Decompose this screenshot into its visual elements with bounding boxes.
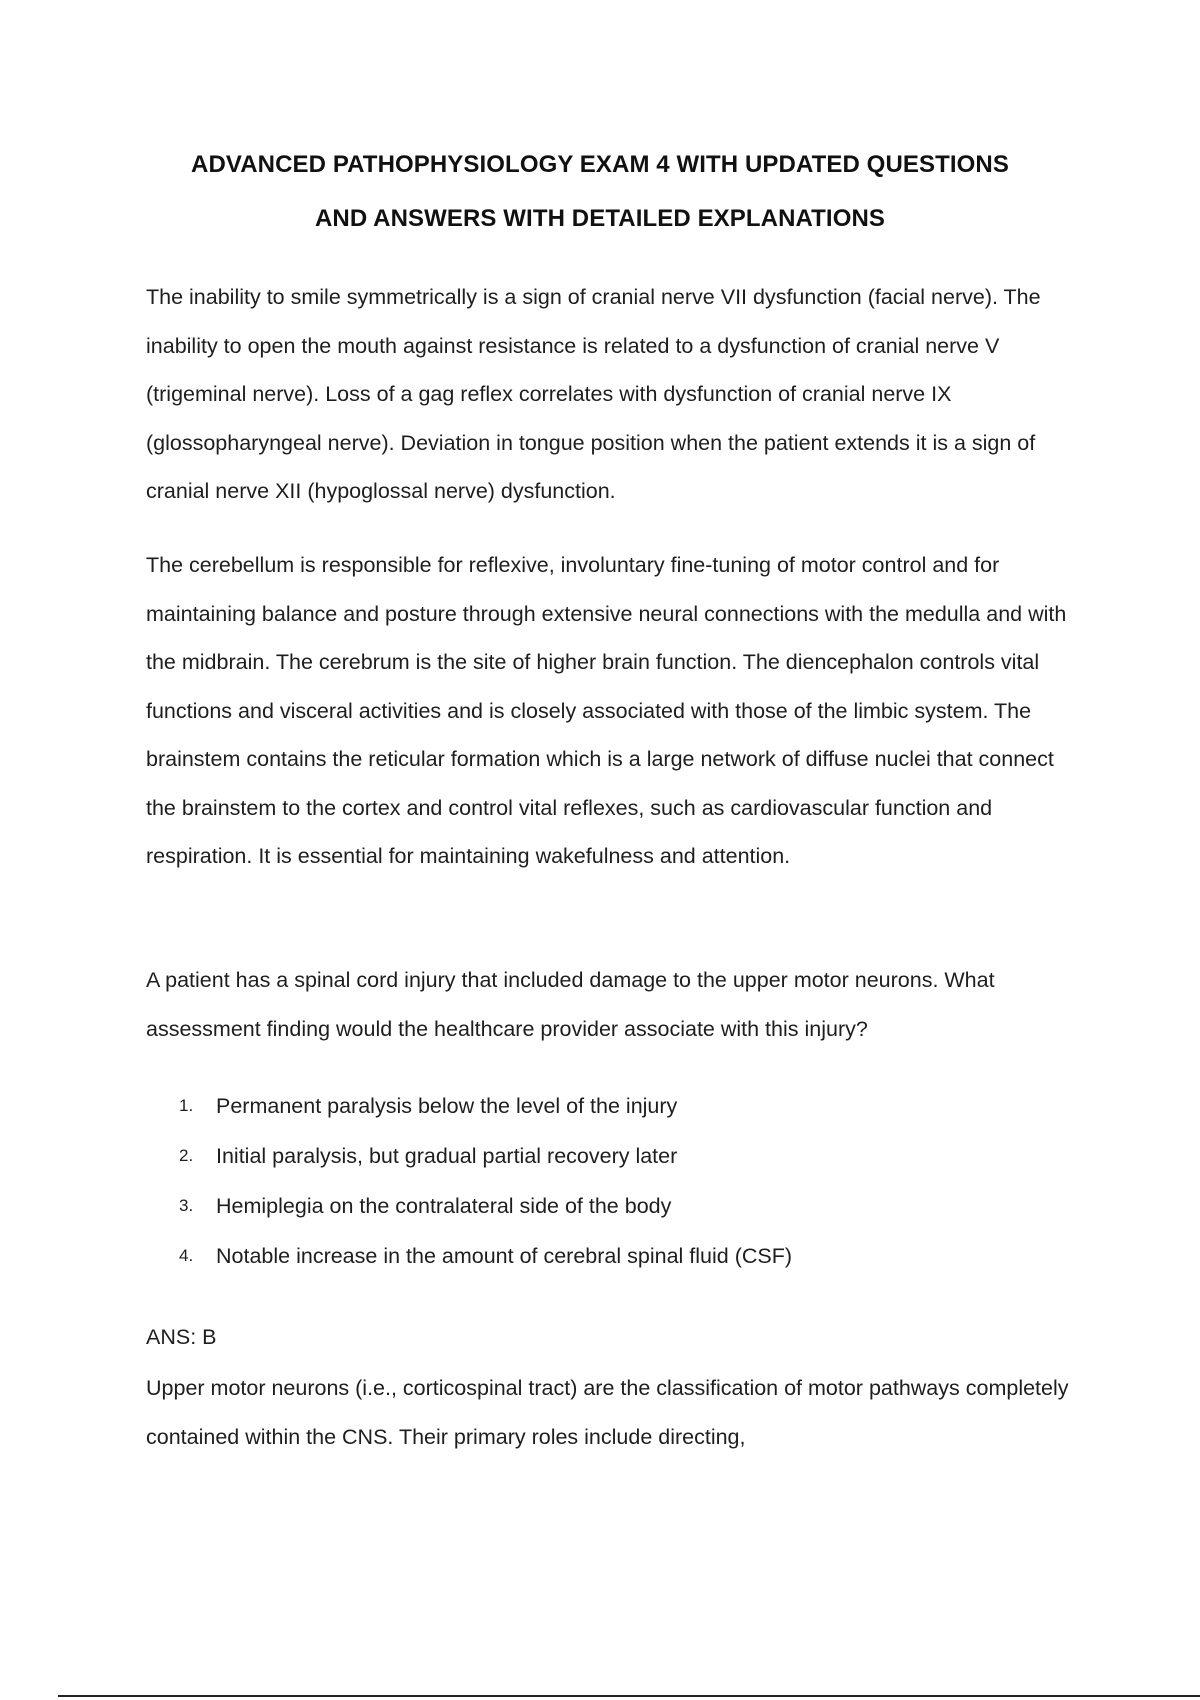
- answer-label: ANS: B: [146, 1325, 217, 1349]
- paragraph-brain-regions: The cerebellum is responsible for reflexive, involuntary fine-tuning of motor control and for maintaining balance and posture through extensive neural connections with the medulla and with the midbrain. The cerebrum is the site of higher brain function. The diencephalon controls vital functions and visceral activities and is closely associated with those of the limbic system. The brainstem contains the reticular formation which is a large network of diffuse nuclei that connect the brainstem to the cortex and control vital reflexes, such as cardiovascular function and respiration. It is essential for maintaining wakefulness and attention.: [146, 553, 1067, 868]
- list-item: [146, 1081, 1046, 1131]
- title-line-1: ADVANCED PATHOPHYSIOLOGY EXAM 4 WITH UPDATED QUESTIONS: [191, 151, 1009, 178]
- question-text: A patient has a spinal cord injury that included damage to the upper motor neurons. What assessment finding would the healthcare provider associate with this injury?: [146, 968, 995, 1041]
- list-item: [146, 1131, 1046, 1181]
- title-line-2: AND ANSWERS WITH DETAILED EXPLANATIONS: [314, 205, 885, 232]
- option-text: Notable increase in the amount of cerebral spinal fluid (CSF): [216, 1244, 793, 1268]
- option-number: 2.: [179, 1146, 194, 1165]
- option-number: 4.: [179, 1246, 194, 1265]
- footer-divider: [58, 1695, 1200, 1697]
- paragraph-cranial-nerves: The inability to smile symmetrically is a sign of cranial nerve VII dysfunction (facial nerve). The inability to open the mouth against resistance is related to a dysfunction of cranial nerve V (trigeminal nerve). Loss of a gag reflex correlates with dysfunction of cranial nerve IX (glossopharyngeal nerve). Deviation in tongue position when the patient extends it is a sign of cranial nerve XII (hypoglossal nerve) dysfunction.: [146, 285, 1041, 503]
- option-text: Initial paralysis, but gradual partial recovery later: [216, 1144, 678, 1168]
- answer-options-list: [146, 1081, 1046, 1281]
- option-number: 3.: [179, 1196, 194, 1215]
- paragraph-explanation: Upper motor neurons (i.e., corticospinal tract) are the classification of motor pathways completely contained within the CNS. Their primary roles include directing,: [146, 1376, 1069, 1449]
- list-item: [146, 1231, 1046, 1281]
- document-title: [120, 138, 1080, 246]
- option-text: Permanent paralysis below the level of the injury: [216, 1094, 678, 1118]
- list-item: [146, 1181, 1046, 1231]
- option-text: Hemiplegia on the contralateral side of the body: [216, 1194, 672, 1218]
- option-number: 1.: [179, 1096, 194, 1115]
